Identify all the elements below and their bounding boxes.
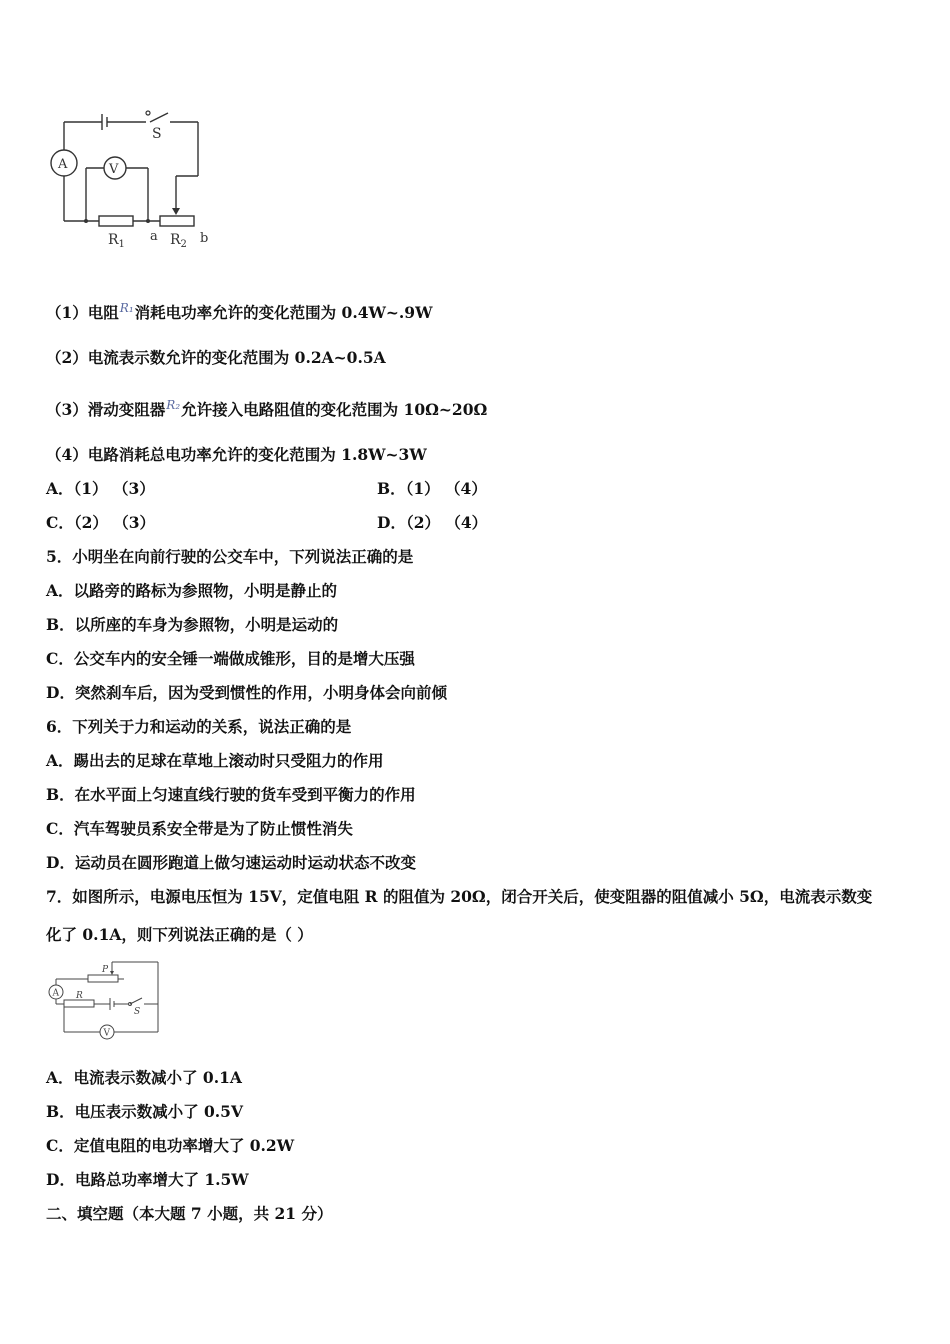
q4-option-b[interactable]: B．（1） （4） [377,479,487,498]
voltmeter-label-2: V [103,1028,110,1039]
q7-option-d[interactable]: D．电路总功率增大了 1.5W [46,1170,249,1189]
q7-option-c[interactable]: C．定值电阻的电功率增大了 0.2W [46,1136,295,1155]
q6-option-b[interactable]: B．在水平面上匀速直线行驶的货车受到平衡力的作用 [46,785,416,804]
point-a-label: a [150,229,158,244]
p-label: P [102,965,109,975]
q6-option-a[interactable]: A．踢出去的足球在草地上滚动时只受阻力的作用 [46,751,384,770]
q4-statement-1: （1）电阻$^{R_1}$消耗电功率允许的变化范围为 0.4W~.9W [46,301,433,322]
circuit-diagram-2 [44,958,164,1046]
r-label: R [76,991,83,1001]
q5-stem: 5．小明坐在向前行驶的公交车中，下列说法正确的是 [46,547,414,566]
q4-statement-3: （3）滑动变阻器$^{R_2}$允许接入电路阻值的变化范围为 10Ω~20Ω [46,398,488,419]
ammeter-label: A [58,157,68,172]
voltmeter-label: V [109,162,119,177]
point-b-label: b [200,231,209,246]
q6-option-d[interactable]: D．运动员在圆形跑道上做匀速运动时运动状态不改变 [46,853,416,872]
r1-label: $R_1$ [108,232,125,250]
q5-option-a[interactable]: A．以路旁的路标为参照物，小明是静止的 [46,581,338,600]
q5-option-b[interactable]: B．以所座的车身为参照物，小明是运动的 [46,615,339,634]
q5-option-c[interactable]: C．公交车内的安全锤一端做成锥形，目的是增大压强 [46,649,415,668]
r2-label: $R_2$ [170,232,187,250]
q7-stem-line-1: 7．如图所示，电源电压恒为 15V，定值电阻 R 的阻值为 20Ω，闭合开关后，使变阻器的阻值减小 5Ω，电流表示数变 [46,887,873,906]
q6-option-c[interactable]: C．汽车驾驶员系安全带是为了防止惯性消失 [46,819,353,838]
q7-stem-line-2: 化了 0.1A，则下列说法正确的是（ ） [46,925,313,944]
q4-statement-4: （4）电路消耗总电功率允许的变化范围为 1.8W~3W [46,445,427,464]
r1-symbol: R₁ [119,301,134,315]
q4-option-a[interactable]: A．（1） （3） [46,479,155,498]
circuit-diagram-1 [44,108,224,254]
q6-stem: 6．下列关于力和运动的关系，说法正确的是 [46,717,352,736]
s-label: S [134,1007,141,1017]
q7-option-b[interactable]: B．电压表示数减小了 0.5V [46,1102,243,1121]
section-2-title: 二、填空题（本大题 7 小题，共 21 分） [46,1204,333,1223]
q7-option-a[interactable]: A．电流表示数减小了 0.1A [46,1068,242,1087]
ammeter-label-2: A [52,988,59,999]
q5-option-d[interactable]: D．突然刹车后，因为受到惯性的作用，小明身体会向前倾 [46,683,447,702]
r2-symbol: R₂ [166,398,181,412]
q4-option-d[interactable]: D．（2） （4） [377,513,488,532]
q4-option-c[interactable]: C．（2） （3） [46,513,156,532]
switch-label: S [152,126,162,142]
q4-statement-2: （2）电流表示数允许的变化范围为 0.2A~0.5A [46,348,386,367]
